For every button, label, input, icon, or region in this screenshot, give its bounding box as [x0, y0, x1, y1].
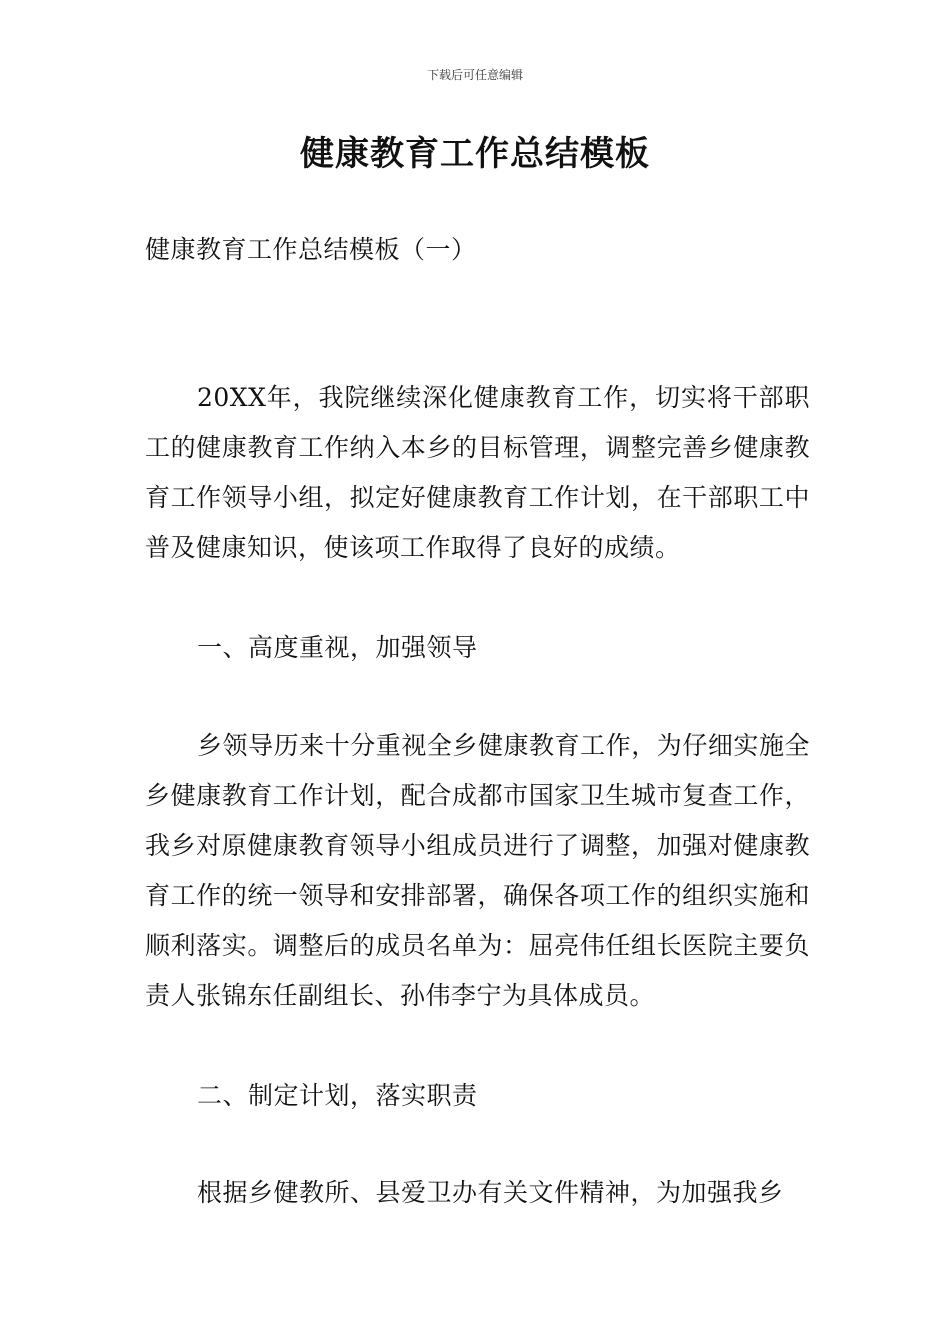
- section-heading-2: 二、制定计划，落实职责: [197, 1081, 478, 1110]
- section-heading-1: 一、高度重视，加强领导: [197, 633, 478, 662]
- section-2-paragraph: 根据乡健教所、县爱卫办有关文件精神，为加强我乡: [197, 1178, 784, 1207]
- intro-paragraph: 20XX年，我院继续深化健康教育工作，切实将干部职工的健康教育工作纳入本乡的目标管理，调整完善乡健康教育工作领导小组，拟定好健康教育工作计划，在干部职工中普及健康知识，使该项工作取得了良好的成绩。: [145, 383, 810, 562]
- section-1-paragraph: 乡领导历来十分重视全乡健康教育工作，为仔细实施全乡健康教育工作计划，配合成都市国家卫生城市复查工作，我乡对原健康教育领导小组成员进行了调整，加强对健康教育工作的统一领导和安排部署，确保各项工作的组织实施和顺利落实。调整后的成员名单为：屈亮伟任组长医院主要负责人张锦东任副组长、孙伟李宁为具体成员。: [145, 731, 810, 1010]
- header-note: 下载后可任意编辑: [426, 68, 523, 82]
- document-title: 健康教育工作总结模板: [300, 134, 650, 174]
- document-subtitle: 健康教育工作总结模板（一）: [145, 235, 477, 264]
